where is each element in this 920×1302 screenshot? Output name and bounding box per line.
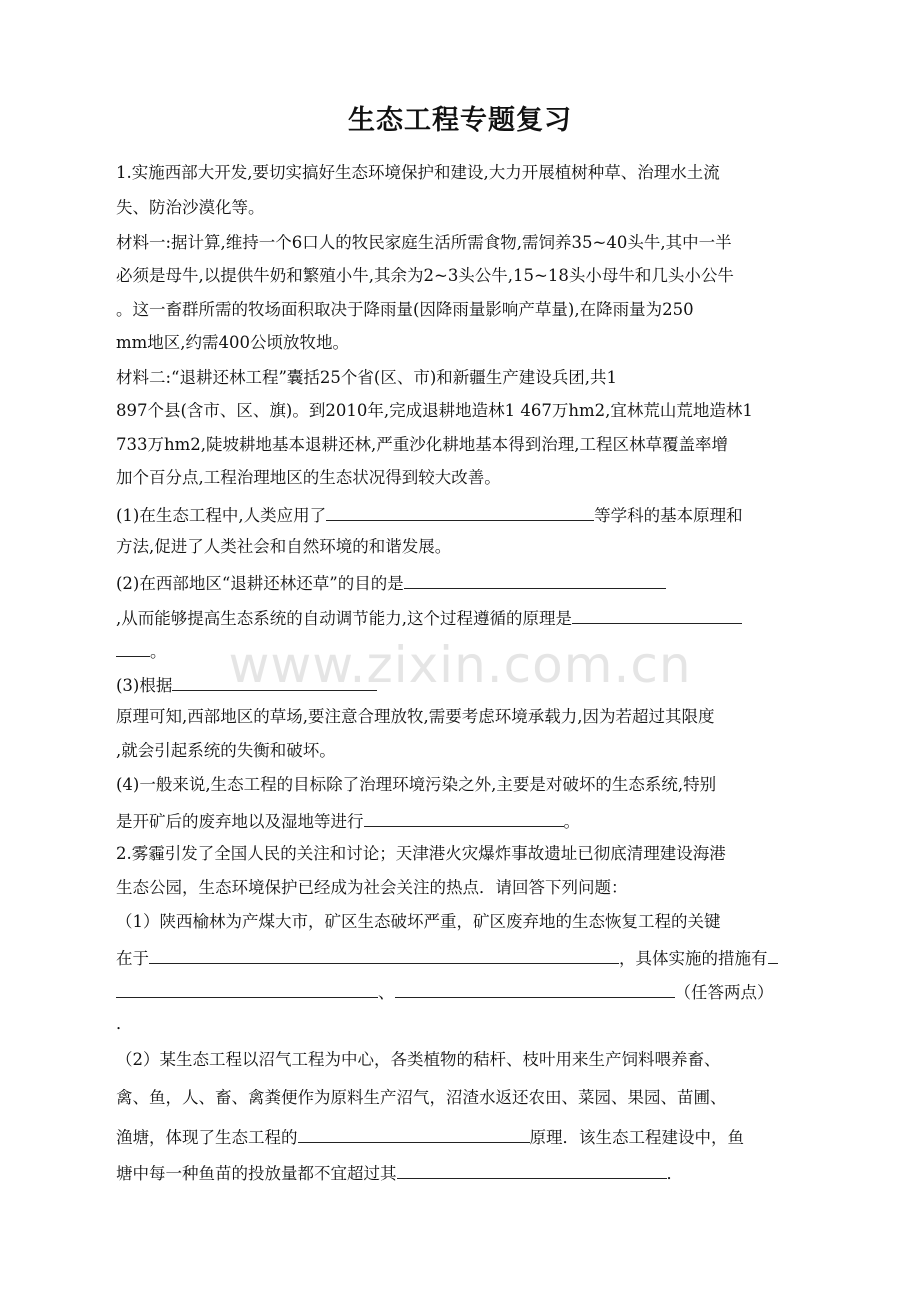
answer-blank[interactable] xyxy=(397,1161,667,1179)
answer-blank[interactable] xyxy=(116,980,378,998)
text-line: 方法,促进了人类社会和自然环境的和谐发展。 xyxy=(116,537,452,556)
question-2-2 xyxy=(116,1125,744,1148)
text-line: （2）某生态工程以沼气工程为中心，各类植物的秸杆、枝叶用来生产饲料喂养畜、 xyxy=(116,1050,721,1069)
text-line: (4)一般来说,生态工程的目标除了治理环境污染之外,主要是对破坏的生态系统,特别 xyxy=(116,775,717,794)
text-line: 。这一畜群所需的牧场面积取决于降雨量(因降雨量影响产草量),在降雨量为250 xyxy=(116,300,694,319)
question-2-1-cont xyxy=(116,980,774,1003)
answer-blank[interactable] xyxy=(395,980,675,998)
text-line: mm地区,约需400公顷放牧地。 xyxy=(116,333,350,352)
text-line: （1）陕西榆林为产煤大市，矿区生态破坏严重，矿区废弃地的生态恢复工程的关键 xyxy=(116,912,721,931)
question-text: 塘中每一种鱼苗的投放量都不宜超过其 xyxy=(116,1164,397,1183)
text-line: 原理可知,西部地区的草场,要注意合理放牧,需要考虑环境承载力,因为若超过其限度 xyxy=(116,707,715,726)
question-1-2-cont xyxy=(116,606,742,629)
answer-blank[interactable] xyxy=(572,606,742,624)
text-line: 897个县(含市、区、旗)。到2010年,完成退耕地造林1 467万hm2,宜林荒山荒地造林1 xyxy=(116,401,753,420)
question-text: 等学科的基本原理和 xyxy=(594,506,743,525)
question-1-1 xyxy=(116,503,743,526)
question-text: 。 xyxy=(563,812,580,831)
text-line: 禽、鱼，人、畜、禽粪便作为原料生产沼气，沼渣水返还农田、菜园、果园、苗圃、 xyxy=(116,1088,727,1107)
answer-blank[interactable] xyxy=(172,673,377,691)
question-text: 在于 xyxy=(116,949,149,968)
answer-blank[interactable] xyxy=(149,946,619,964)
text-line: 失、防治沙漠化等。 xyxy=(116,198,265,217)
text-line: 733万hm2,陡坡耕地基本退耕还林,严重沙化耕地基本得到治理,工程区林草覆盖率增 xyxy=(116,435,728,454)
text-line: 必须是母牛,以提供牛奶和繁殖小牛,其余为2~3头公牛,15~18头小母牛和几头小公牛 xyxy=(116,266,734,285)
page-title: 生态工程专题复习 xyxy=(348,105,572,136)
question-text: 、 xyxy=(378,983,395,1002)
text-line: 材料二:“退耕还林工程”囊括25个省(区、市)和新疆生产建设兵团,共1 xyxy=(116,368,618,387)
answer-blank[interactable] xyxy=(364,809,564,827)
question-text: ,从而能够提高生态系统的自动调节能力,这个过程遵循的原理是 xyxy=(116,609,572,628)
question-1-4 xyxy=(116,809,580,832)
question-1-2 xyxy=(116,571,666,594)
text-line: 加个百分点,工程治理地区的生态状况得到较大改善。 xyxy=(116,468,501,487)
text-line: 生态公园，生态环境保护已经成为社会关注的热点．请回答下列问题： xyxy=(116,878,628,897)
question-text: 是开矿后的废弃地以及湿地等进行 xyxy=(116,812,364,831)
question-text: 渔塘，体现了生态工程的 xyxy=(116,1128,298,1147)
question-1-3 xyxy=(116,673,377,696)
text-line: ,就会引起系统的失衡和破坏。 xyxy=(116,741,336,760)
text-line: 1.实施西部大开发,要切实搞好生态环境保护和建设,大力开展植树种草、治理水土流 xyxy=(116,163,720,182)
question-text: 原理．该生态工程建设中，鱼 xyxy=(529,1128,744,1147)
watermark: www.zixin.com.cn xyxy=(228,636,692,694)
answer-blank[interactable] xyxy=(116,639,150,657)
question-2-2-cont xyxy=(116,1161,683,1184)
question-text: (3)根据 xyxy=(116,676,173,695)
question-text: （任答两点） xyxy=(674,983,774,1002)
question-text: (2)在西部地区“退耕还林还草”的目的是 xyxy=(116,574,404,593)
answer-blank[interactable] xyxy=(404,571,666,589)
question-text: ，具体实施的措施有 xyxy=(619,949,768,968)
text-line: 2.雾霾引发了全国人民的关注和讨论；天津港火灾爆炸事故遗址已彻底清理建设海港 xyxy=(116,844,726,863)
text-line: ． xyxy=(116,1014,133,1033)
answer-blank[interactable] xyxy=(298,1125,530,1143)
answer-blank[interactable] xyxy=(326,503,594,521)
question-text: (1)在生态工程中,人类应用了 xyxy=(116,506,327,525)
question-text: 。 xyxy=(150,642,167,661)
question-text: ． xyxy=(666,1164,683,1183)
question-2-1 xyxy=(116,946,778,969)
text-line: 材料一:据计算,维持一个6口人的牧民家庭生活所需食物,需饲养35~40头牛,其中一半 xyxy=(116,233,732,252)
answer-blank[interactable] xyxy=(768,946,778,964)
question-1-2-end xyxy=(116,639,167,662)
